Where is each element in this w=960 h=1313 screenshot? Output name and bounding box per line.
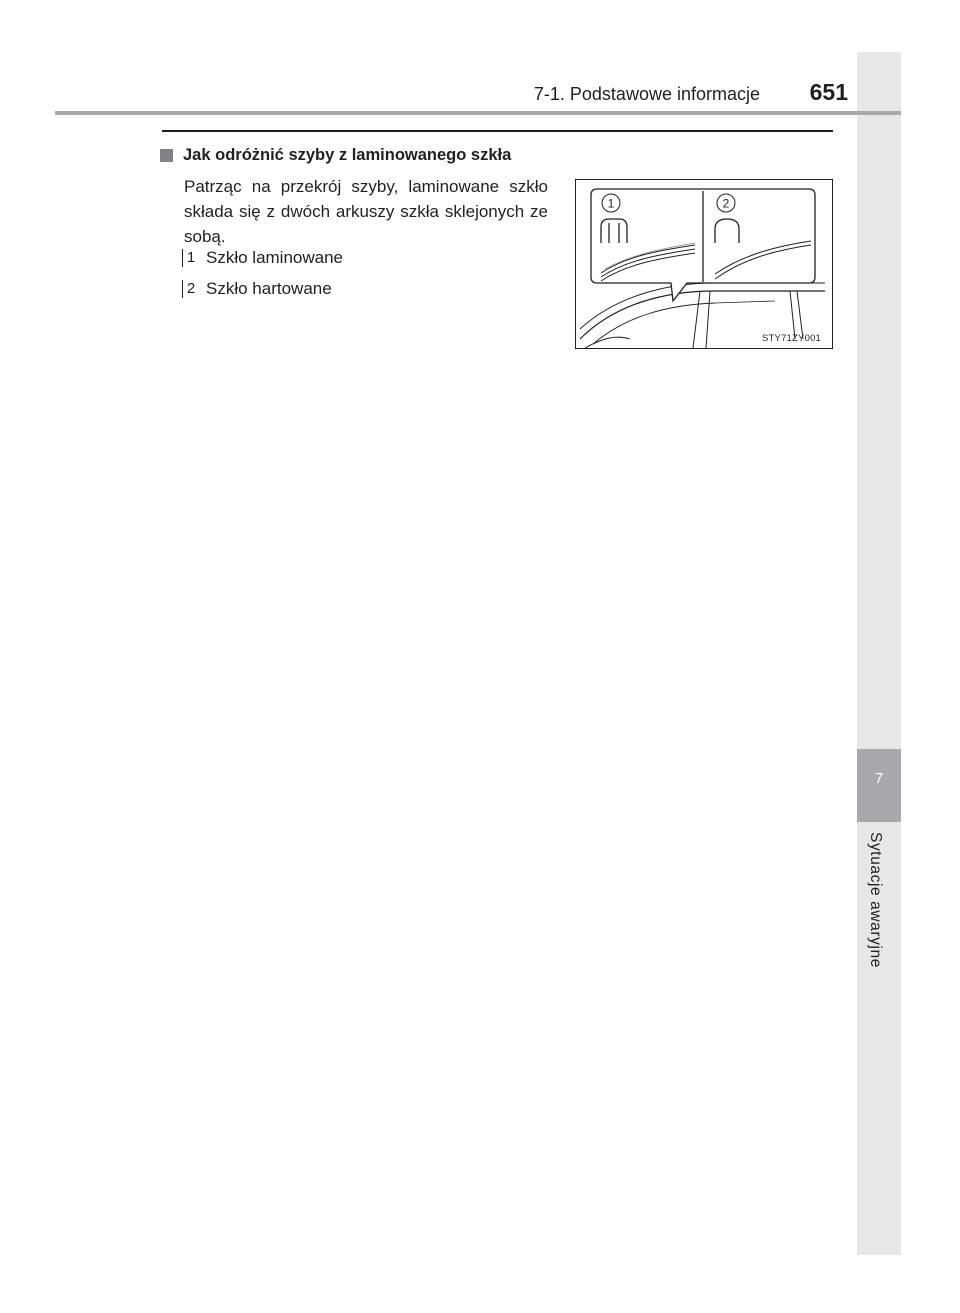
legend-item-1	[184, 248, 343, 268]
chapter-title-vertical: Sytuacje awaryjne	[867, 832, 884, 968]
figure-code: STY71ZY001	[762, 333, 822, 344]
legend-number-1: 1	[184, 249, 198, 267]
callout-number-1: 1	[607, 196, 615, 211]
legend-item-2	[184, 279, 332, 299]
header-rule	[55, 111, 901, 115]
page-number: 651	[809, 79, 848, 105]
header-section-title: 7-1. Podstawowe informacje	[533, 84, 760, 104]
legend-label-2: Szkło hartowane	[206, 279, 332, 298]
chapter-number-tab: 7	[857, 749, 901, 822]
laminated-glass-illustration	[575, 179, 833, 349]
section-heading-text: Jak odróżnić szyby z laminowanego szkła	[183, 146, 512, 164]
heading-square-icon	[160, 149, 173, 162]
legend-number-2: 2	[184, 280, 198, 298]
section-heading	[160, 146, 511, 165]
chapter-side-tab	[857, 52, 901, 1255]
callout-number-2: 2	[722, 196, 730, 211]
section-divider	[162, 130, 833, 132]
legend-label-1: Szkło laminowane	[206, 248, 344, 267]
body-paragraph: Patrząc na przekrój szyby, laminowane szkło składa się z dwóch arkuszy szkła sklejonych ze sobą.	[184, 177, 548, 246]
